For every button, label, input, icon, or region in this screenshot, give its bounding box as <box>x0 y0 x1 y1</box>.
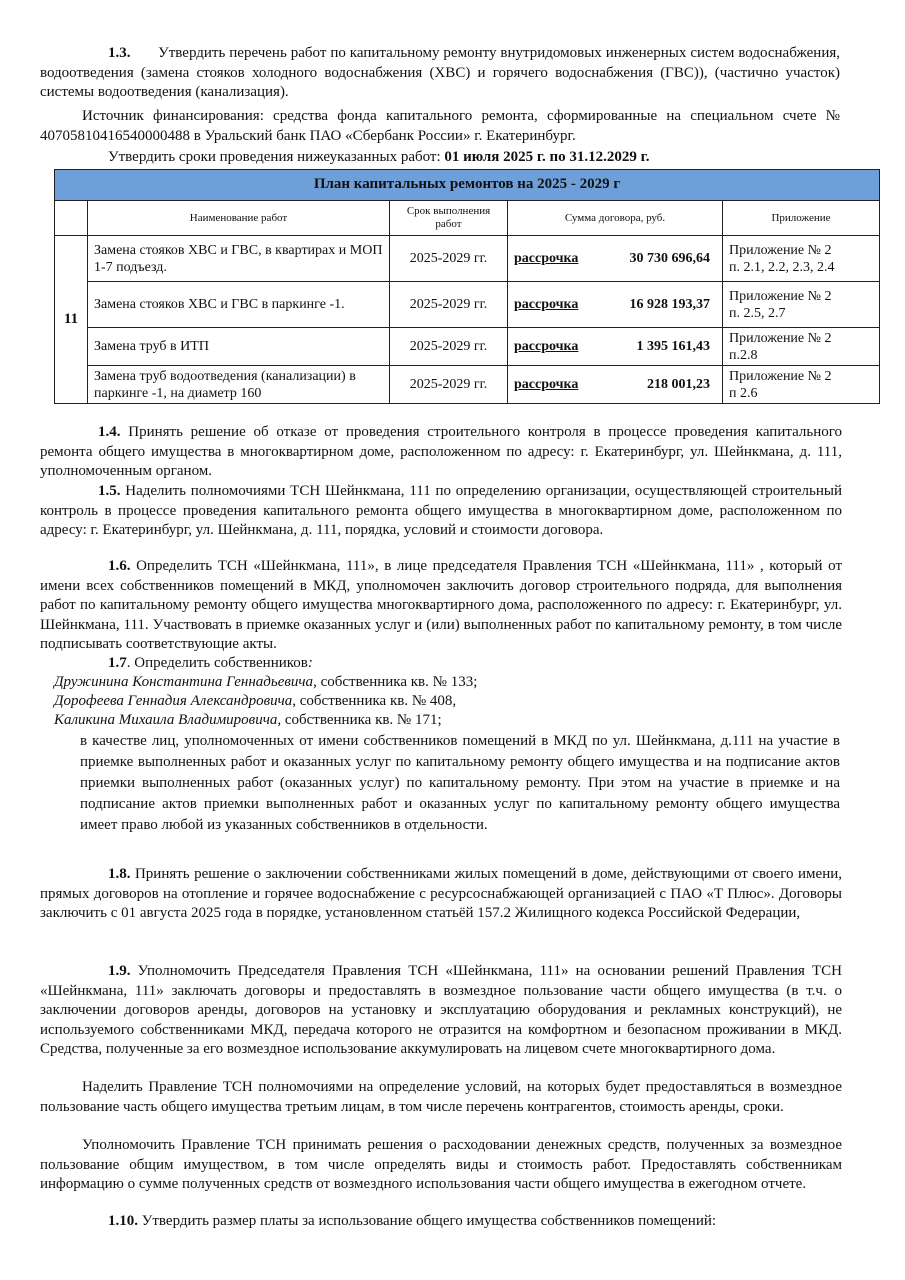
owner-apartment: собственника кв. № 171; <box>281 712 442 728</box>
owner-name: Дорофеева Геннадия Александровича <box>54 693 293 709</box>
section-text: Определить ТСН «Шейнкмана, 111», в лице председателя Правления ТСН «Шейнкмана, 111» , который от имени всех собственников помещений в МКД, уполномочен заключить договор строительного подряда, для выполнения работ по капитальному ремонту общего имущества многоквартирного дома, расположенного по адресу: г. Екатеринбург, ул. Шейнкмана, 111. Участвовать в приемке оказанных услуг и (или) выполненных работ по капитальному ремонту, в том числе подписывать соответствующие акты. <box>40 558 843 652</box>
row-name: Замена стояков ХВС и ГВС в паркинге -1. <box>88 282 390 328</box>
section-text: Утвердить размер платы за использование общего имущества собственников помещений: <box>141 1213 717 1229</box>
table-header-empty <box>55 201 88 236</box>
section-1-9 <box>40 962 842 1060</box>
row-sum <box>508 366 723 404</box>
payment-type: рассрочка <box>514 376 579 392</box>
section-1-10 <box>108 1212 848 1232</box>
table-header-attachment: Приложение <box>723 201 880 236</box>
table-header-term: Срок выполнения работ <box>390 201 508 236</box>
table-header-name: Наименование работ <box>88 201 390 236</box>
section-colon: : <box>307 655 313 671</box>
paragraph-text: Наделить Правление ТСН полномочиями на определение условий, на которых будет предоставляться в возмездное пользование часть общего имущества третьим лицам, в том числе перечень контрагентов, стоимость аренды, сроки. <box>40 1079 842 1115</box>
table-row <box>55 366 880 404</box>
row-term: 2025-2029 гг. <box>390 282 508 328</box>
group-number: 11 <box>55 236 88 404</box>
section-number: 1.3. <box>108 45 131 61</box>
owner-name: Каликина Михаила Владимировича, <box>54 712 282 728</box>
row-name: Замена труб водоотведения (канализации) в паркинге -1, на диаметр 160 <box>88 366 390 404</box>
attachment-title: Приложение № 2 <box>729 288 832 304</box>
attachment-title: Приложение № 2 <box>729 242 832 258</box>
table-header-sum: Сумма договора, руб. <box>508 201 723 236</box>
amount: 218 001,23 <box>647 376 710 392</box>
row-name: Замена стояков ХВС и ГВС, в квартирах и МОП 1-7 подъезд. <box>88 236 390 282</box>
capital-repair-plan-table <box>54 169 880 404</box>
work-dates <box>108 148 848 168</box>
section-1-9-paragraph-2 <box>40 1078 842 1117</box>
section-1-3 <box>40 44 840 103</box>
table-row <box>55 236 880 282</box>
section-number: 1.6. <box>108 558 131 574</box>
owners-role <box>80 731 840 836</box>
row-term: 2025-2029 гг. <box>390 366 508 404</box>
section-number: 1.9. <box>108 963 131 979</box>
section-1-8 <box>40 865 842 924</box>
section-1-7 <box>108 654 848 674</box>
payment-type: рассрочка <box>514 250 579 266</box>
section-text: Уполномочить Председателя Правления ТСН «Шейнкмана, 111» на основании решений Правления ТСН «Шейнкмана, 111» заключать договоры и предоставлять в возмездное пользование части общего имущества (в т.ч. о заключении договоров аренды, договоров на установку и эксплуатацию оборудования и рекламных конструкций), не используемого собственниками МКД, передача которого не отразится на комфортном и безопасном проживании в МКД. Средства, полученные за его возмездное использование аккумулировать на лицевом счете многоквартирного дома. <box>40 963 843 1057</box>
amount: 16 928 193,37 <box>629 296 710 312</box>
attachment-title: Приложение № 2 <box>729 330 832 346</box>
attachment-items: п. 2.5, 2.7 <box>729 305 786 321</box>
row-term: 2025-2029 гг. <box>390 328 508 366</box>
section-1-4 <box>40 423 842 482</box>
amount: 1 395 161,43 <box>636 338 710 354</box>
table-row <box>55 282 880 328</box>
row-attachment <box>723 282 880 328</box>
table-title: План капитальных ремонтов на 2025 - 2029 г <box>55 170 880 201</box>
row-attachment <box>723 328 880 366</box>
paragraph-text: Уполномочить Правление ТСН принимать решения о расходовании денежных средств, полученных за возмездное пользование общим имуществом, в том числе определять виды и стоимость работ. Предоставлять собственникам информацию о сумме полученных средств от возмездного использования части общего имущества в ежегодном отчете. <box>40 1137 842 1192</box>
section-number: 1.7 <box>108 655 127 671</box>
work-dates-label: Утвердить сроки проведения нижеуказанных работ: <box>108 149 441 165</box>
payment-type: рассрочка <box>514 296 579 312</box>
section-number: 1.5. <box>98 483 121 499</box>
section-1-9-paragraph-3 <box>40 1136 842 1195</box>
row-attachment <box>723 236 880 282</box>
row-sum <box>508 282 723 328</box>
financing-text: Источник финансирования: средства фонда капитального ремонта, сформированные на специальном счете № 40705810416540000488 в Уральский банк ПАО «Сбербанк России» г. Екатеринбург. <box>40 108 840 144</box>
section-text: Принять решение об отказе от проведения строительного контроля в процессе проведения капитального ремонта общего имущества в многоквартирном доме, расположенном по адресу: г. Екатеринбург, ул. Шейнкмана, д. 111, уполномоченным органом. <box>40 424 843 479</box>
row-term: 2025-2029 гг. <box>390 236 508 282</box>
work-dates-value: 01 июля 2025 г. по 31.12.2029 г. <box>444 149 650 165</box>
owner-name: Дружинина Константина Геннадьевича <box>54 674 314 690</box>
section-text: Утвердить перечень работ по капитальному ремонту внутридомовых инженерных систем водоснабжения, водоотведения (замена стояков холодного водоснабжения (ХВС) и горячего водоснабжения (ГВС)), (частично участок) системы водоотведения (канализация). <box>40 45 841 100</box>
section-1-5 <box>40 482 842 541</box>
owner-item <box>54 711 834 731</box>
financing-source <box>40 107 840 146</box>
owners-role-text: в качестве лиц, уполномоченных от имени собственников помещений в МКД по ул. Шейнкмана, д.111 на участие в приемке выполненных работ и оказанных услуг по капитальному ремонту общего имущества и на подписание актов приемки выполненных работ (оказанных услуг) по капитальному ремонту. При этом на участие в приемке и на подписание актов приемки выполненных работ и оказанных услуг по капитальному ремонту общего имущества имеет право любой из указанных собственников в отдельности. <box>80 733 840 833</box>
section-number: 1.8. <box>108 866 131 882</box>
table-row <box>55 328 880 366</box>
section-number: 1.4. <box>98 424 121 440</box>
attachment-items: п 2.6 <box>729 385 758 401</box>
section-text: Принять решение о заключении собственниками жилых помещений в доме, действующими от своего имени, прямых договоров на отопление и горячее водоснабжение с ресурсоснабжающей организацией с ПАО «Т Плюс». Договоры заключить с 01 августа 2025 года в порядке, установленном статьёй 157.2 Жилищного кодекса Российской Федерации, <box>40 866 842 921</box>
row-name: Замена труб в ИТП <box>88 328 390 366</box>
attachment-items: п. 2.1, 2.2, 2.3, 2.4 <box>729 259 835 275</box>
section-number: 1.10. <box>108 1213 138 1229</box>
row-sum <box>508 328 723 366</box>
owner-item <box>54 692 834 712</box>
row-sum <box>508 236 723 282</box>
payment-type: рассрочка <box>514 338 579 354</box>
section-text: Наделить полномочиями ТСН Шейнкмана, 111 по определению организации, осуществляющей строительный контроль в процессе проведения капитального ремонта общего имущества в многоквартирном доме, расположенном по адресу: г. Екатеринбург, ул. Шейнкмана, д. 111, порядка, условий и стоимости договора. <box>40 483 843 538</box>
row-attachment <box>723 366 880 404</box>
attachment-items: п.2.8 <box>729 347 758 363</box>
attachment-title: Приложение № 2 <box>729 368 832 384</box>
section-1-6 <box>40 557 842 655</box>
owner-apartment: , собственника кв. № 408, <box>292 693 457 709</box>
owner-apartment: , собственника кв. № 133; <box>313 674 478 690</box>
amount: 30 730 696,64 <box>629 250 710 266</box>
section-text: . Определить собственников <box>126 655 308 671</box>
owner-item <box>54 673 834 693</box>
